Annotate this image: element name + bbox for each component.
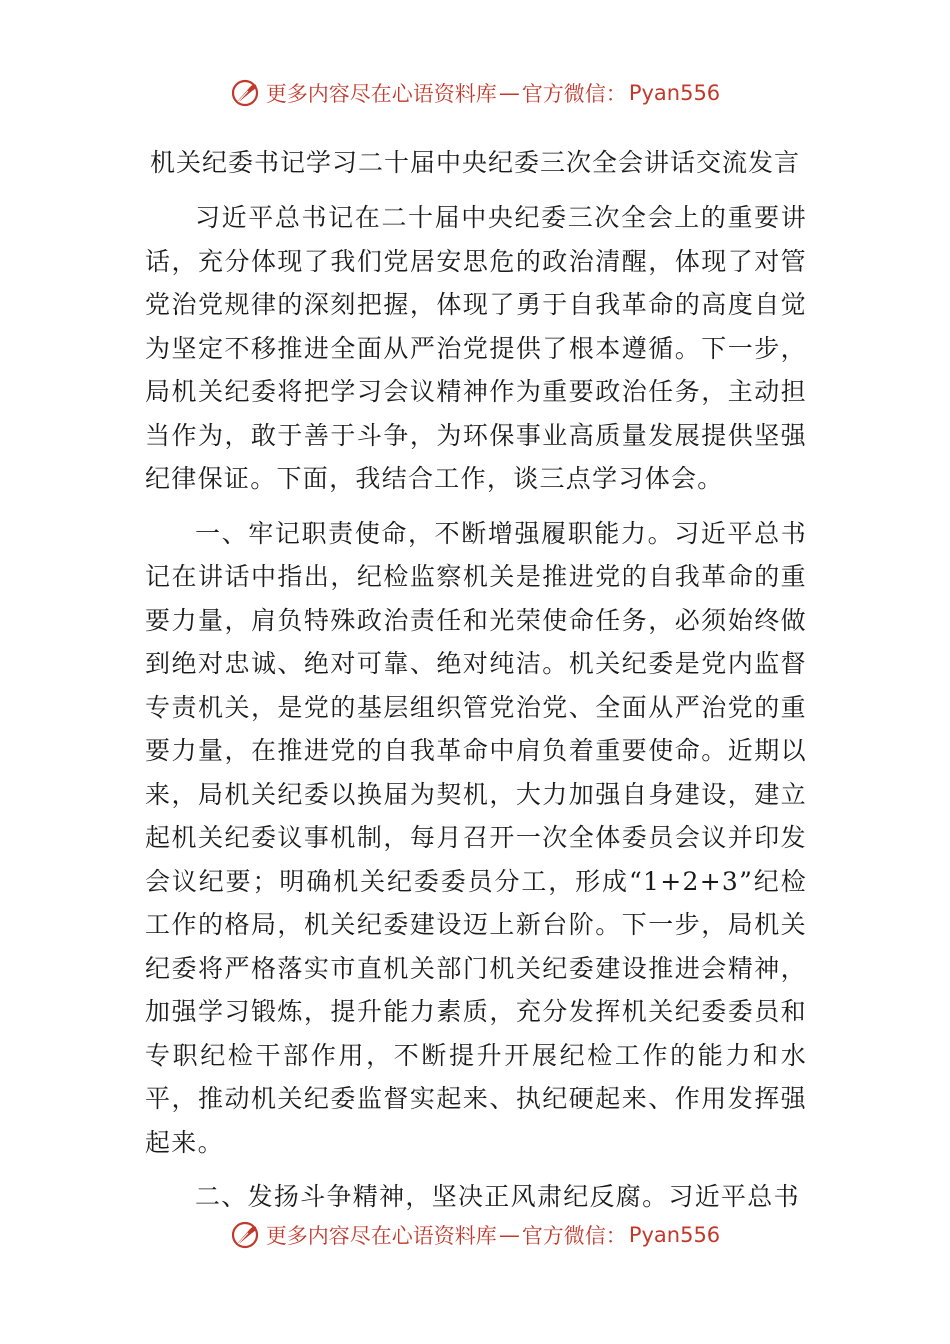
banner-wechat-id: Pyan556 — [628, 1223, 721, 1247]
header-banner — [0, 73, 950, 113]
paragraph-point-two: 二、发扬斗争精神，坚决正风肃纪反腐。习近平总书 — [195, 1182, 800, 1211]
banner-wechat-label: 官方微信： — [521, 1224, 627, 1248]
banner-wechat-label: 官方微信： — [521, 82, 627, 106]
paragraph-intro: 习近平总书记在二十届中央纪委三次全会上的重要讲话，充分体现了我们党居安思危的政治清醒，体现了对管党治党规律的深刻把握，体现了勇于自我革命的高度自觉为坚定不移推进全面从严治党提供了根本遵循。下一步，局机关纪委将把学习会议精神作为重要政治任务，主动担当作为，敢于善于斗争，为环保事业高质量发展提供坚强纪律保证。下面，我结合工作，谈三点学习体会。 — [145, 203, 807, 493]
quill-pen-logo-icon — [230, 78, 260, 108]
quill-pen-logo-icon — [230, 1220, 260, 1250]
paragraph-point-one: 一、牢记职责使命，不断增强履职能力。习近平总书记在讲话中指出，纪检监察机关是推进党的自我革命的重要力量，肩负特殊政治责任和光荣使命任务，必须始终做到绝对忠诚、绝对可靠、绝对纯洁。机关纪委是党内监督专责机关，是党的基层组织管党治党、全面从严治党的重要力量，在推进党的自我革命中肩负着重要使命。近期以来，局机关纪委以换届为契机，大力加强自身建设，建立起机关纪委议事机制，每月召开一次全体委员会议并印发会议纪要；明确机关纪委委员分工，形成“1+2+3”纪检工作的格局，机关纪委建设迈上新台阶。下一步，局机关纪委将严格落实市直机关部门机关纪委建设推进会精神，加强学习锻炼，提升能力素质，充分发挥机关纪委委员和专职纪检干部作用，不断提升开展纪检工作的能力和水平，推动机关纪委监督实起来、执纪硬起来、作用发挥强起来。 — [145, 518, 807, 1157]
document-body — [145, 196, 807, 1230]
footer-banner — [0, 1215, 950, 1255]
banner-separator: — — [498, 81, 520, 105]
banner-site-text: 更多内容尽在心语资料库 — [265, 1224, 497, 1248]
banner-separator: — — [498, 1223, 520, 1247]
document-title: 机关纪委书记学习二十届中央纪委三次全会讲话交流发言 — [149, 148, 800, 177]
banner-wechat-id: Pyan556 — [628, 81, 721, 105]
banner-site-text: 更多内容尽在心语资料库 — [265, 82, 497, 106]
